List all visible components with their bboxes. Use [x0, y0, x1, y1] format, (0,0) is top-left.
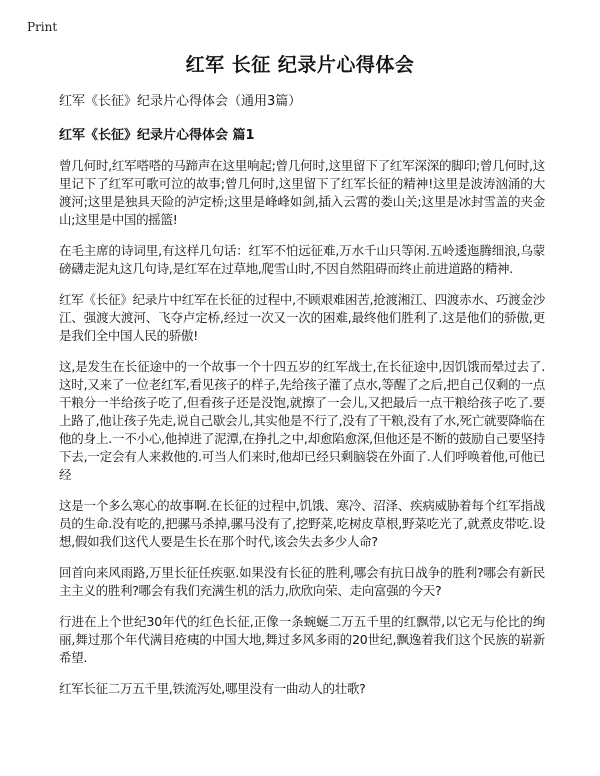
paragraph-7: 行进在上个世纪30年代的红色长征,正像一条蜿蜒二万五千里的红飘带,以它无与伦比的绚丽,舞过那个年代满目疮痍的中国大地,舞过多风多雨的20世纪,飘逸着我们这个民族的崭新希望. [59, 614, 545, 665]
article-subtitle: 红军《长征》纪录片心得体会（通用3篇） [59, 94, 302, 109]
paragraph-3: 红军《长征》纪录片中红军在长征的过程中,不顾艰难困苦,抢渡湘江、四渡赤水、巧渡金沙江、强渡大渡河、飞夺卢定桥,经过一次又一次的困难,最终他们胜利了.这是他们的骄傲,更是我们全中国人民的骄傲! [59, 292, 545, 343]
paragraph-6: 回首向来风雨路,万里长征任疾驱.如果没有长征的胜利,哪会有抗日战争的胜利?哪会有新民主主义的胜利?哪会有我们充满生机的活力,欣欣向荣、走向富强的今天? [59, 565, 545, 598]
print-link[interactable]: Print [27, 20, 58, 34]
article-body [59, 93, 545, 711]
paragraph-5: 这是一个多么寒心的故事啊.在长征的过程中,饥饿、寒冷、沼泽、疾病威胁着每个红军指战员的生命.没有吃的,把骡马杀掉,骡马没有了,挖野菜,吃树皮草根,野菜吃光了,就煮皮带吃.设想,假如我们这代人要是生长在那个时代,该会失去多少人命? [59, 498, 545, 549]
paragraph-8: 红军长征二万五千里,铁流泻处,哪里没有一曲动人的壮歌? [59, 681, 366, 696]
paragraph-4: 这,是发生在长征途中的一个故事一个十四五岁的红军战士,在长征途中,因饥饿而晕过去了.这时,又来了一位老红军,看见孩子的样子,先给孩子灌了点水,等醒了之后,把自己仅剩的一点干粮分一半给孩子吃了,但看孩子还是没饱,就擦了一会儿,又把最后一点干粮给孩子吃了.要上路了,他让孩子先走,说自己歇会儿,其实他是不行了,没有了干粮,没有了水,死亡就要降临在他的身上.一不小心,他掉进了泥潭,在挣扎之中,却愈陷愈深,但他还是不断的鼓励自己要坚持下去,一定会有人来救他的.可当人们来时,他却已经只剩脑袋在外面了.人们呼唤着他,可他已经 [59, 359, 545, 482]
section-heading: 红军《长征》纪录片心得体会 篇1 [59, 128, 255, 143]
paragraph-1: 曾几何时,红军嗒嗒的马蹄声在这里响起;曾几何时,这里留下了红军深深的脚印;曾几何时,这里记下了红军可歌可泣的故事;曾几何时,这里留下了红军长征的精神!这里是波涛汹涌的大渡河;这里是独具天险的泸定桥;这里是峰峰如剑,插入云霄的娄山关;这里是冰封雪盖的夹金山;这里是中国的摇篮! [59, 158, 545, 227]
paragraph-2: 在毛主席的诗词里,有这样几句话：红军不怕远征难,万水千山只等闲.五岭逶迤腾细浪,乌蒙磅礴走泥丸这几句诗,是红军在过草地,爬雪山时,不因自然阻碍而终止前进道路的精神. [59, 243, 545, 276]
page-title: 红军 长征 纪录片心得体会 [185, 54, 415, 76]
